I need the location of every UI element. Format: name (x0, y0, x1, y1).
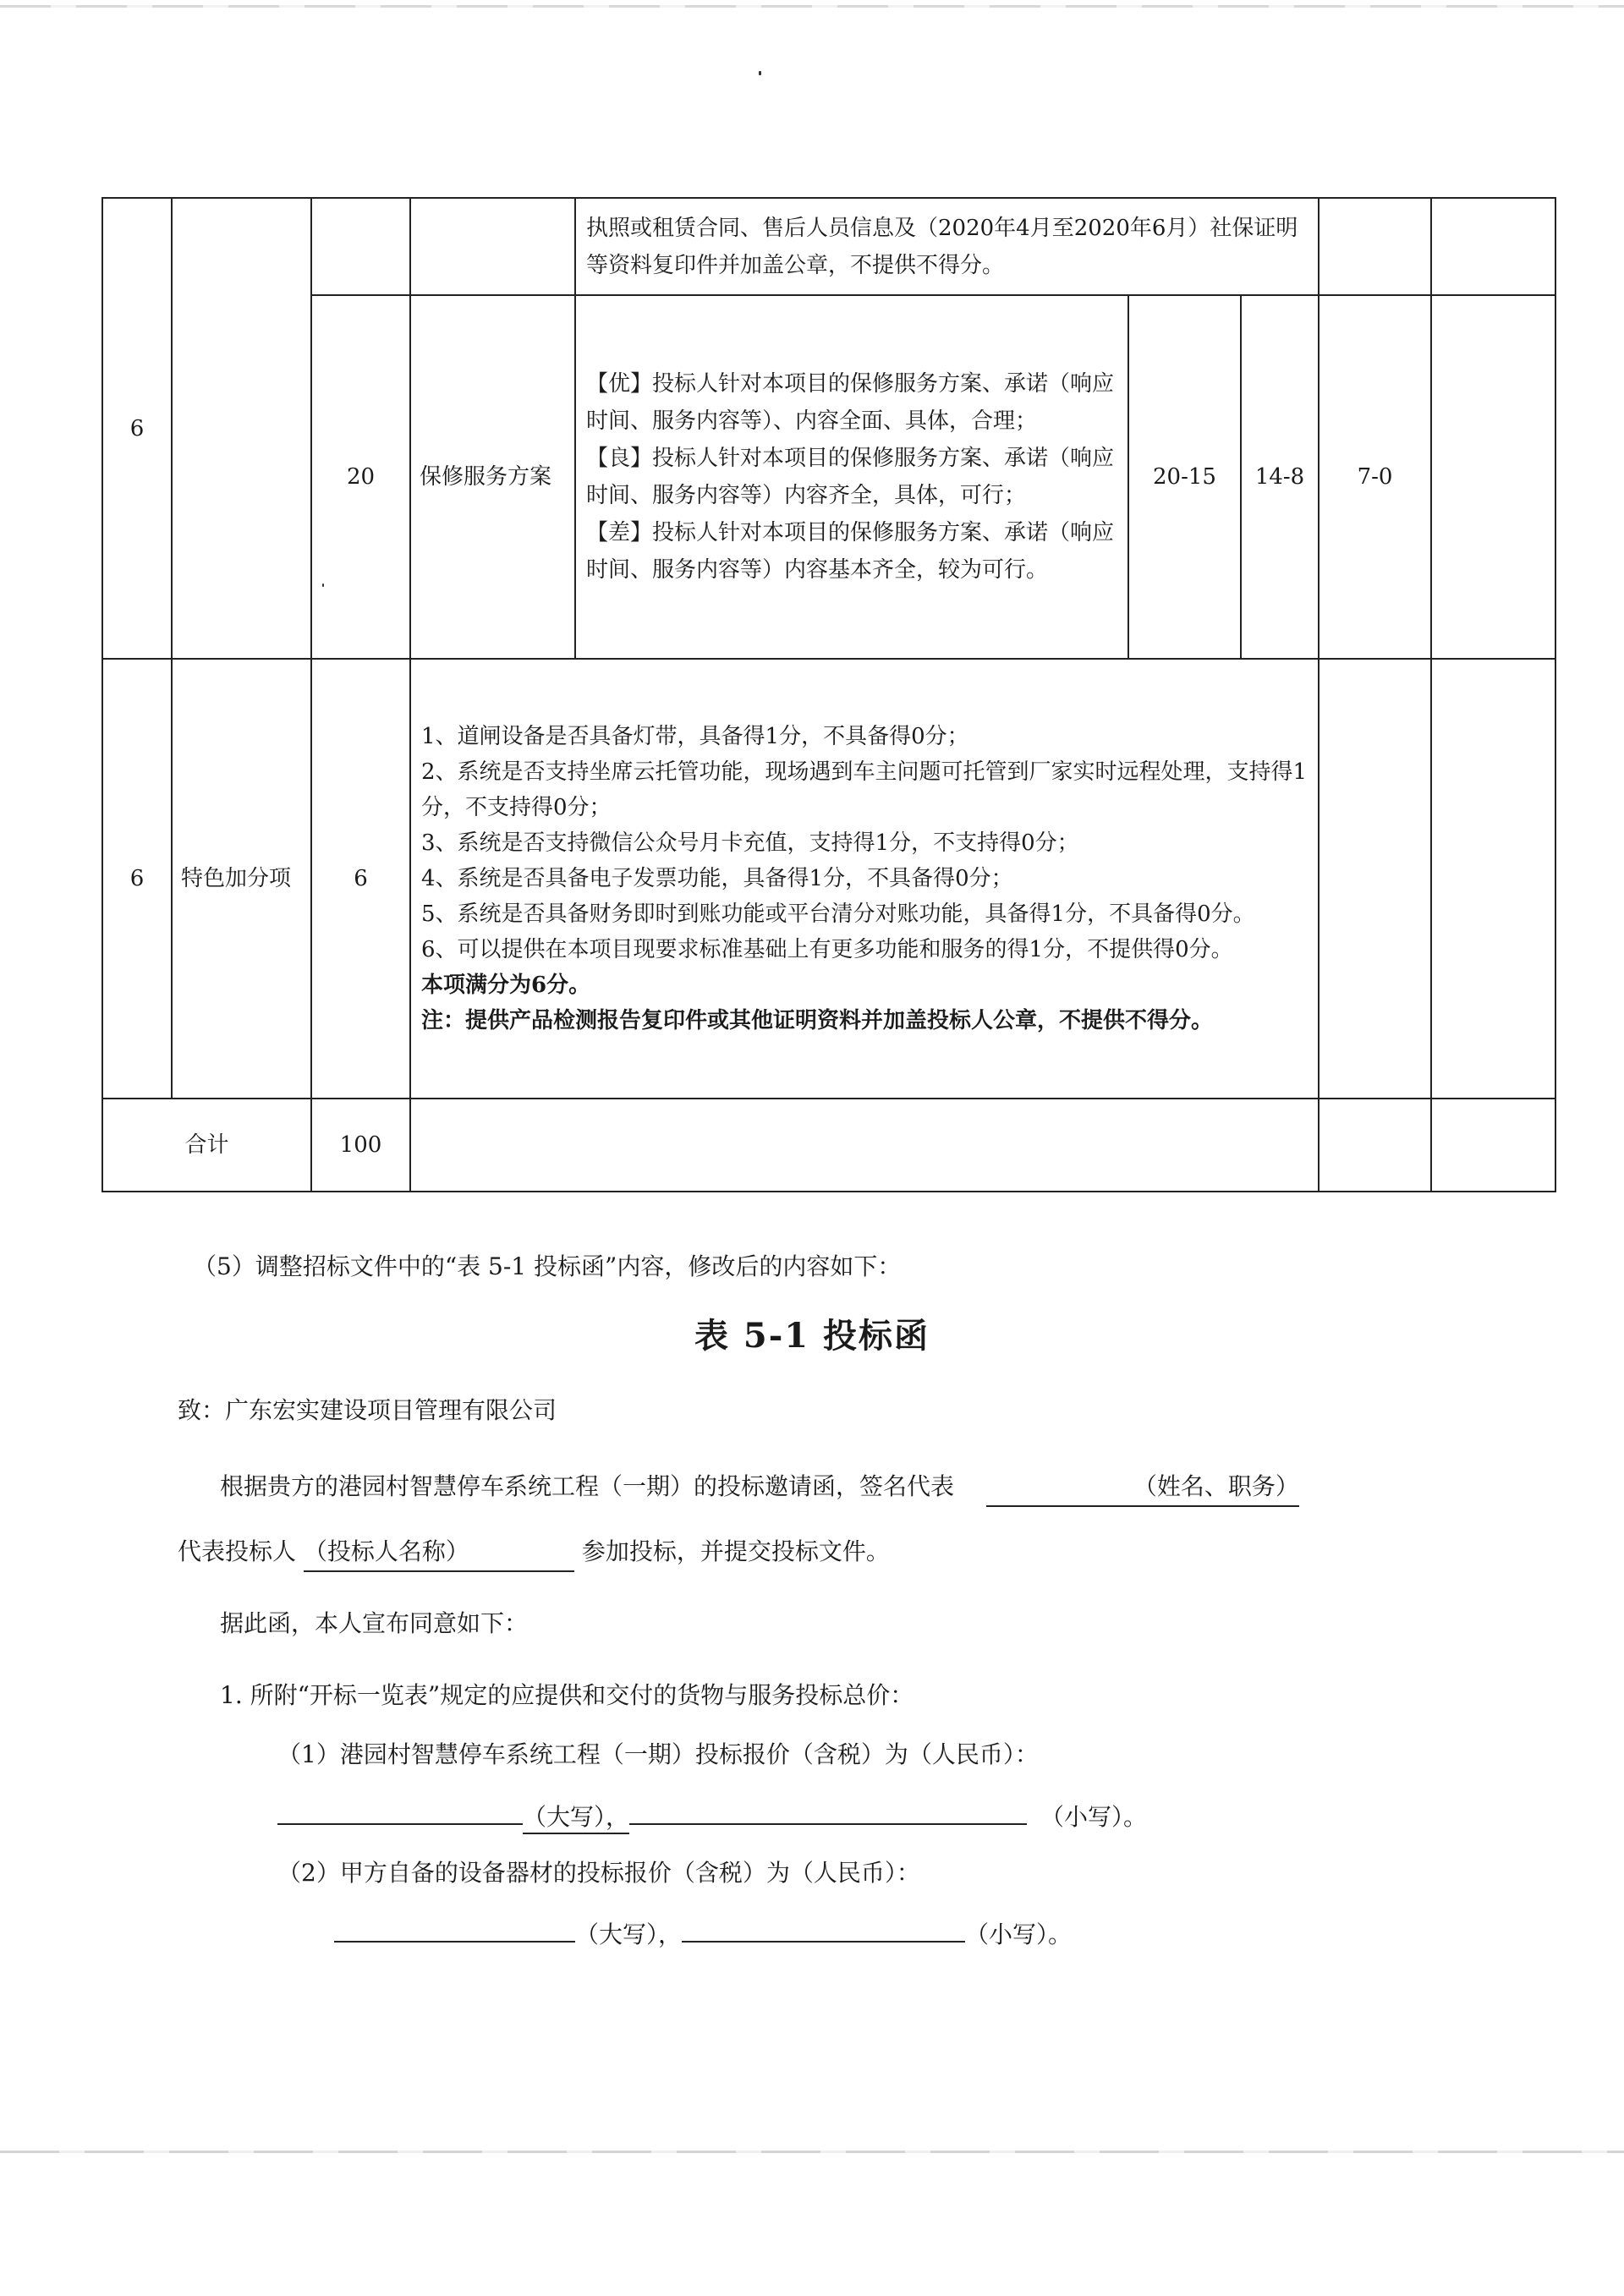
row-index: 6 (102, 659, 172, 1099)
criteria-good: 【良】投标人针对本项目的保修服务方案、承诺（响应时间、服务内容等）内容齐全，具体，可行； (586, 446, 1115, 508)
row-category: 特色加分项 (172, 659, 311, 1099)
paragraph-2 (178, 1535, 890, 1572)
table-row (102, 198, 1555, 295)
bonus-line-6: 6、可以提供在本项目现要求标准基础上有更多功能和服务的得1分，不提供得0分。 (421, 937, 1233, 962)
total-blank (410, 1099, 1319, 1192)
row-score-cell: 7-0 (1319, 295, 1431, 659)
form-title: 表 5-1 投标函 (694, 1316, 930, 1356)
row-score-cell (1319, 1099, 1431, 1192)
bonus-line-2: 2、系统是否支持坐席云托管功能，现场遇到车主问题可托管到厂家实时远程处理，支持得1分，不支持得0分； (421, 759, 1308, 820)
paragraph-1 (220, 1470, 1299, 1507)
clause-1-sub-2: （2）甲方自备的设备器材的投标报价（含税）为（人民币）： (277, 1859, 920, 1887)
table-total-row (102, 1099, 1555, 1192)
bonus-line-1: 1、道闸设备是否具备灯带，具备得1分，不具备得0分； (421, 724, 969, 749)
row-criteria: 执照或租赁合同、售后人员信息及（2020年4月至2020年6月）社保证明等资料复印件并加盖公章，不提供不得分。 (575, 198, 1319, 295)
clause-1-sub-1-amounts (277, 1796, 1147, 1834)
grade-good-range: 14-8 (1241, 295, 1319, 659)
row-weight: 6 (311, 659, 410, 1099)
intro-paragraph: （5）调整招标文件中的“表 5-1 投标函”内容，修改后的内容如下： (193, 1252, 902, 1280)
amount-words-blank (334, 1914, 575, 1943)
clause-1-sub-1: （1）港园村智慧停车系统工程（一期）投标报价（含税）为（人民币）： (277, 1740, 1039, 1768)
row-category (172, 198, 311, 659)
amount-figures-label: （小写）。 (1040, 1803, 1148, 1831)
row-criteria (575, 295, 1128, 659)
row-remark-cell (1431, 198, 1555, 295)
row-remark-cell (1431, 1099, 1555, 1192)
row-remark-cell (1431, 295, 1555, 659)
row-item: 保修服务方案 (410, 295, 575, 659)
paragraph-2-text-a: 代表投标人 (178, 1537, 297, 1565)
paragraph-2-text-b: 参加投标，并提交投标文件。 (581, 1537, 890, 1565)
criteria-excellent: 【优】投标人针对本项目的保修服务方案、承诺（响应时间、服务内容等）、内容全面、具体，合理； (586, 371, 1115, 434)
row-criteria (410, 659, 1319, 1099)
bonus-line-5: 5、系统是否具备财务即时到账功能或平台清分对账功能，具备得1分，不具备得0分。 (421, 901, 1255, 927)
grade-excellent-range: 20-15 (1128, 295, 1241, 659)
amount-figures-blank (682, 1914, 965, 1943)
total-value: 100 (311, 1099, 410, 1192)
bonus-line-4: 4、系统是否具备电子发票功能，具备得1分，不具备得0分； (421, 866, 1013, 891)
row-weight (311, 198, 410, 295)
row-score-cell (1319, 198, 1431, 295)
table-row (102, 295, 1555, 659)
criteria-poor: 【差】投标人针对本项目的保修服务方案、承诺（响应时间、服务内容等）内容基本齐全，较为可行。 (586, 520, 1115, 583)
bonus-note: 注：提供产品检测报告复印件或其他证明资料并加盖投标人公章，不提供不得分。 (421, 1008, 1214, 1033)
amount-words-label: （大写）， (523, 1803, 629, 1834)
row-weight: 20 (311, 295, 410, 659)
scan-edge-bottom (0, 2151, 1624, 2153)
bidder-name-blank: （投标人名称） (304, 1535, 574, 1572)
table-row (102, 659, 1555, 1099)
row-item (410, 198, 575, 295)
amount-words-blank (277, 1796, 523, 1825)
amount-figures-label: （小写）。 (965, 1921, 1073, 1948)
scan-speck (759, 71, 761, 75)
paragraph-3: 据此函，本人宣布同意如下： (220, 1609, 529, 1637)
signer-blank: （姓名、职务） (986, 1470, 1299, 1507)
bonus-line-3: 3、系统是否支持微信公众号月卡充值，支持得1分，不支持得0分； (421, 830, 1079, 856)
scan-edge-top (0, 5, 1624, 8)
addressee: 致：广东宏实建设项目管理有限公司 (178, 1396, 557, 1424)
bonus-full-score: 本项满分为6分。 (421, 973, 591, 998)
total-label: 合计 (102, 1099, 311, 1192)
row-remark-cell (1431, 659, 1555, 1099)
clause-1: 1. 所附“开标一览表”规定的应提供和交付的货物与服务投标总价： (220, 1681, 914, 1709)
row-index: 6 (102, 198, 172, 659)
clause-1-sub-2-amounts (334, 1914, 1072, 1952)
row-score-cell (1319, 659, 1431, 1099)
paragraph-1-text: 根据贵方的港园村智慧停车系统工程（一期）的投标邀请函，签名代表 (220, 1472, 955, 1500)
amount-words-label: （大写）， (575, 1921, 683, 1948)
scoring-table (102, 197, 1556, 1192)
amount-figures-blank (629, 1796, 1027, 1825)
